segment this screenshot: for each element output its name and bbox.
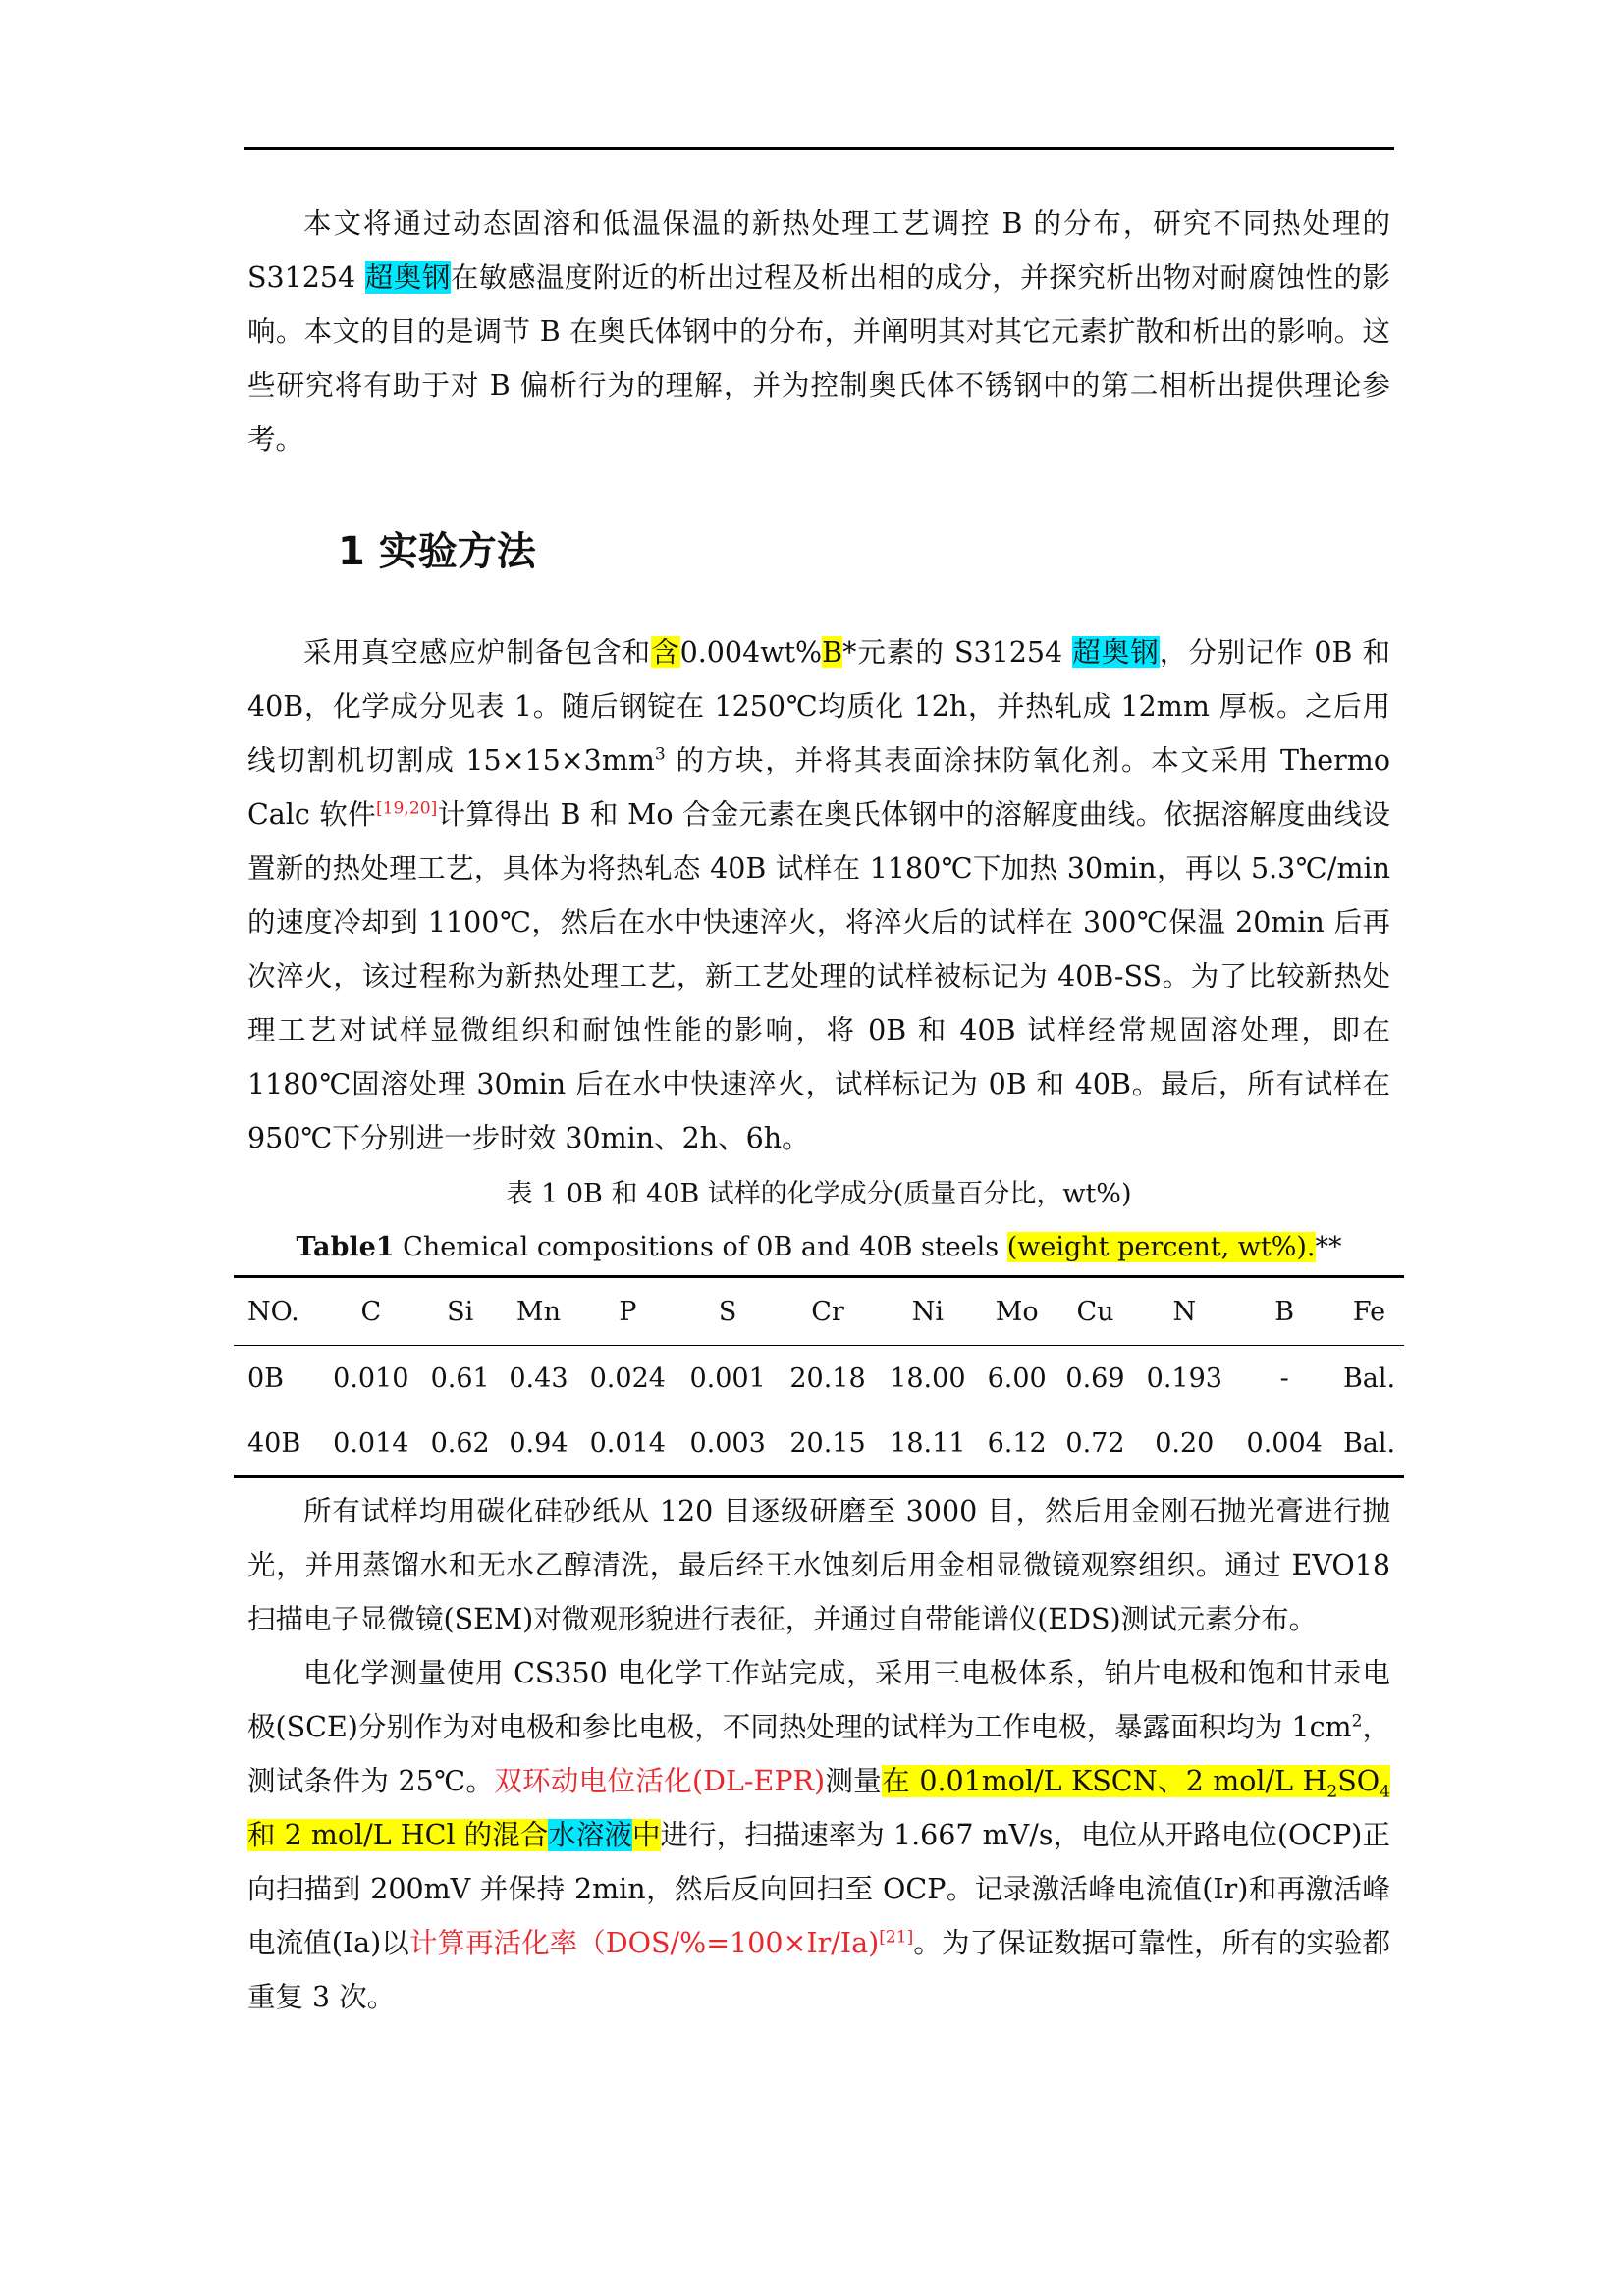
table-cell: 0.94 bbox=[500, 1411, 578, 1477]
table-cell: 0.72 bbox=[1056, 1411, 1135, 1477]
col-header: Cu bbox=[1056, 1277, 1135, 1346]
col-header: S bbox=[677, 1277, 778, 1346]
table-cell: 0.20 bbox=[1134, 1411, 1234, 1477]
citation-ref: [21] bbox=[879, 1927, 914, 1948]
highlight-term: 超奥钢 bbox=[1072, 636, 1160, 668]
superscript: 2 bbox=[1351, 1711, 1363, 1732]
col-header: NO. bbox=[234, 1277, 321, 1346]
header-rule bbox=[244, 147, 1394, 150]
table-cell: 0.024 bbox=[589, 1362, 666, 1394]
highlight-term: B bbox=[822, 636, 843, 668]
table-cell: 40B bbox=[234, 1411, 321, 1477]
table-cell: - bbox=[1279, 1362, 1289, 1394]
table-cell: 0B bbox=[247, 1362, 285, 1394]
text-run: 计算得出 B 和 Mo 合金元素在奥氏体钢中的溶解度曲线。依据溶解度曲线设置新的热处理工艺，具体为将热轧态 40B 试样在 1180℃下加热 30min，再以 5.3℃/min 的速度冷却到 1100℃，然后在水中快速淬火，将淬火后的试样在 300℃保温 20min 后再次淬火，该过程称为新热处理工艺，新工艺处理的试样被标记为 40B-SS。为了比较新热处理工艺对试样显微组织和耐蚀性能的影响，将 0B 和 40B 试样经常规固溶处理，即在 1180℃固溶处理 30min 后在水中快速淬火，试样标记为 0B 和 40B。最后，所有试样在 950℃下分别进一步时效 30min、2h、6h。 bbox=[247, 798, 1390, 1154]
intro-text-rest: 在敏感温度附近的析出过程及析出相的成分，并探究析出物对耐腐蚀性的影响。本文的目的是调节 B 在奥氏体钢中的分布，并阐明其对其它元素扩散和析出的影响。这些研究将有助于对 B 偏析行为的理解，并为控制奥氏体不锈钢中的第二相析出提供理论参考。 bbox=[247, 261, 1390, 455]
method-paragraph-2: 所有试样均用碳化硅砂纸从 120 目逐级研磨至 3000 目，然后用金刚石抛光膏进行抛光，并用蒸馏水和无水乙醇清洗，最后经王水蚀刻后用金相显微镜观察组织。通过 EVO18 扫描电子显微镜(SEM)对微观形貌进行表征，并通过自带能谱仪(EDS)测试元素分布。 bbox=[247, 1495, 1390, 1635]
col-header: Si bbox=[421, 1277, 500, 1346]
col-header: N bbox=[1134, 1277, 1234, 1346]
red-text: 双环动电位活化(DL-EPR) bbox=[494, 1765, 826, 1797]
table-cell: Bal. bbox=[1342, 1362, 1396, 1394]
col-header: C bbox=[321, 1277, 421, 1346]
text-run: 电化学测量使用 CS350 电化学工作站完成，采用三电极体系，铂片电极和饱和甘汞电极(SCE)分别作为对电极和参比电极，不同热处理的试样为工作电极，暴露面积均为 1cm bbox=[247, 1657, 1390, 1743]
table-cell: 0.193 bbox=[1146, 1362, 1222, 1394]
table-row bbox=[234, 1411, 1404, 1477]
method-paragraph-3 bbox=[247, 1646, 1390, 2024]
subscript: 2 bbox=[1326, 1782, 1338, 1802]
table-cell: 6.00 bbox=[987, 1362, 1047, 1394]
table-cell: 0.001 bbox=[689, 1362, 766, 1394]
table-cell: 18.00 bbox=[890, 1362, 966, 1394]
text-run: 采用真空感应炉制备包含和 bbox=[303, 636, 652, 668]
highlight-term: 超奥钢 bbox=[364, 261, 451, 294]
intro-text: 本文将通过动态固溶和低温保温的新热处理工艺调控 B 的分布，研究不同热处理的 S31254 bbox=[247, 207, 1390, 294]
highlight-term: 中 bbox=[631, 1819, 661, 1851]
highlight-term: (weight percent, wt%). bbox=[1006, 1232, 1316, 1262]
text-run: ，分别记作 0B 和 40B，化学成分见表 1。随后钢锭在 1250℃均质化 12h，并热轧成 12mm 厚板。之后用线切割机切割成 15×15×3mm bbox=[247, 636, 1390, 776]
text-run: 0.004wt% bbox=[679, 636, 823, 668]
table-caption-en bbox=[247, 1228, 1390, 1267]
table-row bbox=[234, 1346, 1404, 1412]
table-cell: 0.004 bbox=[1234, 1411, 1334, 1477]
table-cell: 0.61 bbox=[430, 1362, 490, 1394]
section-heading: 1 实验方法 bbox=[338, 529, 536, 574]
table-cell: 0.69 bbox=[1065, 1362, 1125, 1394]
text-run: 在 0.01mol/L KSCN、2 mol/L H bbox=[882, 1765, 1327, 1797]
intro-paragraph bbox=[247, 196, 1390, 466]
col-header: P bbox=[577, 1277, 677, 1346]
table-header-row bbox=[234, 1277, 1404, 1346]
col-header: Mn bbox=[500, 1277, 578, 1346]
page-content bbox=[247, 196, 1396, 2024]
text-run: 测量 bbox=[825, 1765, 883, 1797]
caption-tail: ** bbox=[1315, 1232, 1342, 1262]
col-header: Ni bbox=[878, 1277, 978, 1346]
composition-table bbox=[234, 1275, 1404, 1478]
col-header: B bbox=[1234, 1277, 1334, 1346]
text-run: 进行，扫描速率为 1.667 mV/s，电位从开路电位(OCP)正向扫描到 200mV 并保持 2min，然后反向回扫至 OCP。记录激活峰电流值(Ir)和再激活峰电流值(Ia)以 bbox=[247, 1819, 1390, 1959]
citation-ref: [19,20] bbox=[376, 798, 438, 819]
table-caption-cn: 表 1 0B 和 40B 试样的化学成分(质量百分比，wt%) bbox=[506, 1179, 1132, 1209]
col-header: Cr bbox=[778, 1277, 878, 1346]
col-header: Fe bbox=[1334, 1277, 1404, 1346]
table-cell: 0.62 bbox=[421, 1411, 500, 1477]
red-text: 计算再活化率（DOS/%=100×Ir/Ia) bbox=[408, 1927, 880, 1959]
text-run: 的方块，并将其表面涂抹防氧化剂。本文采用 Thermo Calc 软件 bbox=[247, 744, 1390, 830]
table-cell: 20.15 bbox=[778, 1411, 878, 1477]
table-cell: 20.18 bbox=[789, 1362, 866, 1394]
caption-text: Chemical compositions of 0B and 40B steels bbox=[394, 1232, 1007, 1262]
table-cell: 0.010 bbox=[333, 1362, 409, 1394]
text-run: 。为了保证数据可靠性，所有的实验都重复 3 次。 bbox=[247, 1927, 1390, 2013]
table-cell: 0.43 bbox=[509, 1362, 568, 1394]
table-cell: 0.003 bbox=[677, 1411, 778, 1477]
table-cell: 6.12 bbox=[978, 1411, 1056, 1477]
superscript: 3 bbox=[654, 744, 666, 765]
table-cell: Bal. bbox=[1334, 1411, 1404, 1477]
table-label: Table1 bbox=[296, 1232, 395, 1262]
col-header: Mo bbox=[978, 1277, 1056, 1346]
table-cell: 0.014 bbox=[577, 1411, 677, 1477]
method-paragraph-1 bbox=[247, 625, 1390, 1165]
subscript: 4 bbox=[1380, 1782, 1390, 1802]
highlight-term: 水溶液 bbox=[548, 1819, 632, 1851]
text-run: 和 2 mol/L HCl 的混合 bbox=[247, 1819, 549, 1851]
text-run: ，测试条件为 25℃。 bbox=[247, 1711, 1390, 1797]
text-run: *元素的 S31254 bbox=[842, 636, 1073, 668]
highlight-term: 含 bbox=[651, 636, 680, 668]
table-cell: 18.11 bbox=[878, 1411, 978, 1477]
text-run: SO bbox=[1337, 1765, 1380, 1797]
table-cell: 0.014 bbox=[321, 1411, 421, 1477]
